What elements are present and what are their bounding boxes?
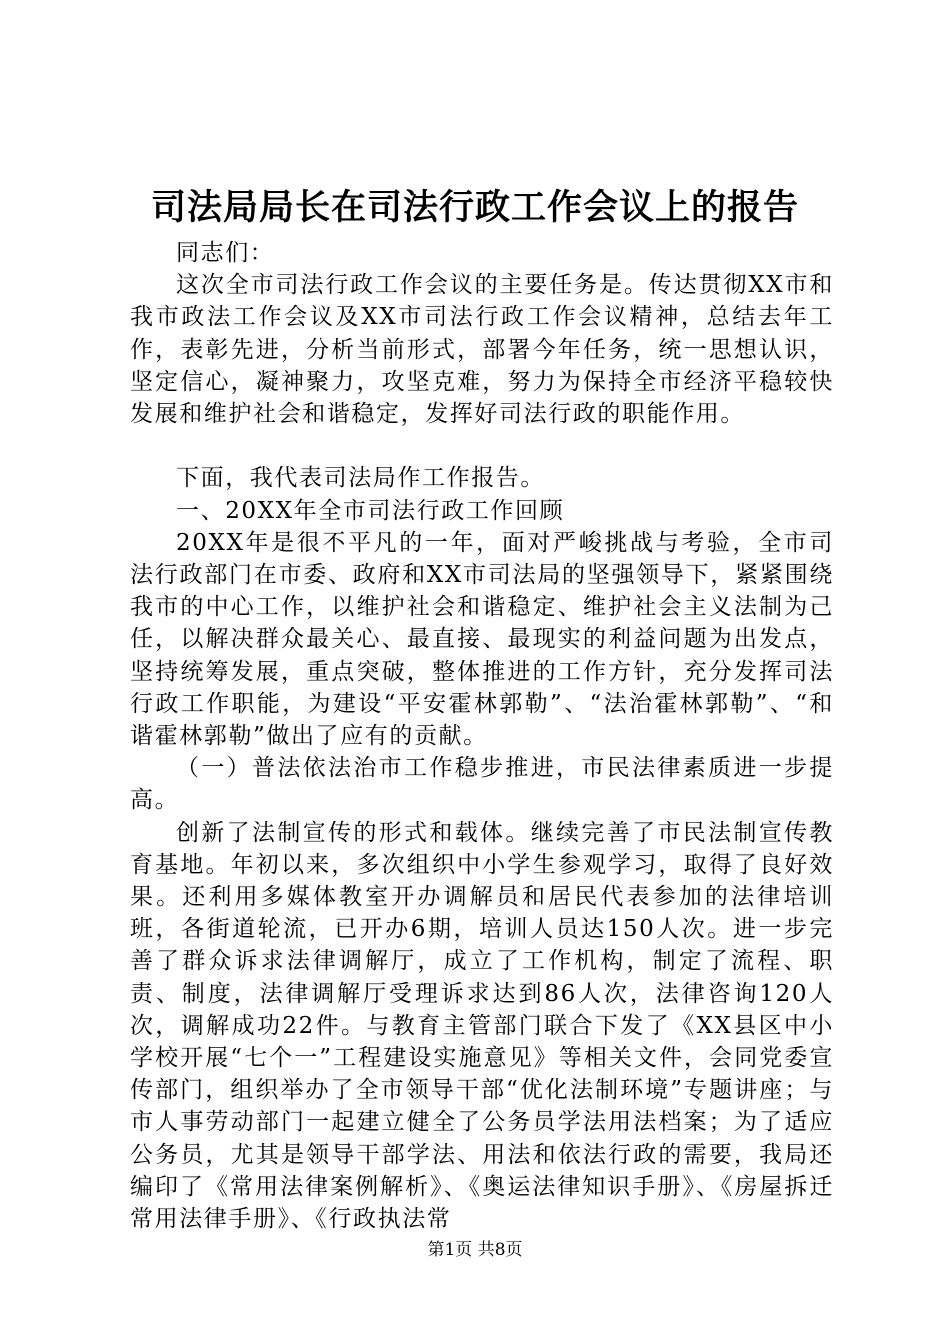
paragraph-intro: 这次全市司法行政工作会议的主要任务是。传达贯彻XX市和我市政法工作会议及XX市司法行政工作会议精神，总结去年工作，表彰先进，分析当前形式，部署今年任务，统一思想认识，坚定信心，凝神聚力，攻坚克难，努力为保持全市经济平稳较快发展和维护社会和谐稳定，发挥好司法行政的职能作用。 [130, 272, 834, 428]
section-heading: 一、20XX年全市司法行政工作回顾 [176, 497, 565, 524]
paragraph-review: 20XX年是很不平凡的一年，面对严峻挑战与考验，全市司法行政部门在市委、政府和XX市司法局的坚强领导下，紧紧围绕我市的中心工作，以维护社会和谐稳定、维护社会主义法制为己任，以解决群众最关心、最直接、最现实的利益问题为出发点，坚持统筹发展，重点突破，整体推进的工作方针，充分发挥司法行政工作职能，为建设“平安霍林郭勒”、“法治霍林郭勒”、“和谐霍林郭勒”做出了应有的贡献。 [130, 529, 834, 750]
document-title: 司法局局长在司法行政工作会议上的报告 [150, 187, 799, 228]
paragraph-report-intro: 下面，我代表司法局作工作报告。 [176, 465, 545, 492]
paragraph-spacer [130, 430, 834, 462]
page-footer: 第1页 共8页 [427, 1240, 523, 1260]
paragraph-publicity: 创新了法制宣传的形式和载体。继续完善了市民法制宣传教育基地。年初以来，多次组织中小学生参观学习，取得了良好效果。还利用多媒体教室开办调解员和居民代表参加的法律培训班，各街道轮流，已开办6期，培训人员达150人次。进一步完善了群众诉求法律调解厅，成立了工作机构，制定了流程、职责、制度，法律调解厅受理诉求达到86人次，法律咨询120人次，调解成功22件。与教育主管部门联合下发了《XX县区中小学校开展“七个一”工程建设实施意见》等相关文件，会同党委宣传部门，组织举办了全市领导干部“优化法制环境”专题讲座；与市人事劳动部门一起建立健全了公务员学法用法档案；为了适应公务员，尤其是领导干部学法、用法和依法行政的需要，我局还编印了《常用法律案例解析》、《奥运法律知识手册》、《房屋拆迁常用法律手册》、《行政执法常 [130, 819, 834, 1233]
salutation: 同志们： [176, 240, 275, 266]
subsection-heading: （一）普法依法治市工作稳步推进，市民法律素质进一步提高。 [130, 755, 834, 814]
document-body [130, 237, 834, 1235]
